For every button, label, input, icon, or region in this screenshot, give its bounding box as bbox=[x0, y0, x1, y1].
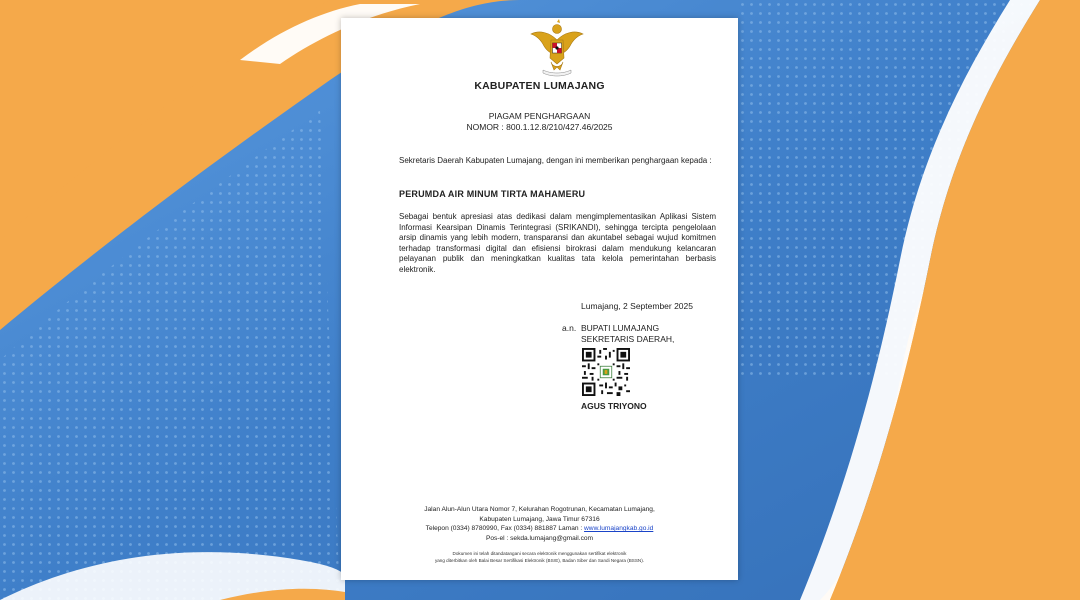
signer-name: AGUS TRIYONO bbox=[581, 401, 647, 411]
signer-position-2: SEKRETARIS DAERAH, bbox=[581, 334, 675, 344]
qr-code-icon bbox=[582, 348, 630, 396]
intro-paragraph: Sekretaris Daerah Kabupaten Lumajang, dengan ini memberikan penghargaan kepada : bbox=[399, 156, 712, 165]
certificate-title: PIAGAM PENGHARGAAN bbox=[488, 111, 591, 121]
certificate-number: NOMOR : 800.1.12.8/210/427.46/2025 bbox=[466, 122, 613, 132]
footer-contact bbox=[341, 525, 738, 532]
garuda-emblem-icon bbox=[527, 18, 587, 78]
issue-date: Lumajang, 2 September 2025 bbox=[581, 301, 693, 311]
footer-address-1: Jalan Alun-Alun Utara Nomor 7, Kelurahan Rogotrunan, Kecamatan Lumajang, bbox=[424, 506, 655, 513]
on-behalf-label: a.n. bbox=[562, 323, 577, 333]
signer-position-1: BUPATI LUMAJANG bbox=[581, 323, 660, 333]
esign-note-1: Dokumen ini telah ditandatangani secara elektronik menggunakan sertifikat elektronik bbox=[452, 551, 627, 556]
regency-heading: KABUPATEN LUMAJANG bbox=[474, 80, 605, 92]
footer-address-2: Kabupaten Lumajang, Jawa Timur 67316 bbox=[479, 516, 600, 523]
footer-email: Pos-el : sekda.lumajang@gmail.com bbox=[485, 535, 594, 542]
footer-website-link[interactable]: www.lumajangkab.go.id bbox=[584, 525, 654, 532]
recipient-name: PERUMDA AIR MINUM TIRTA MAHAMERU bbox=[399, 189, 586, 199]
footer-phone: Telepon (0334) 8780990, Fax (0334) 881887 Laman : bbox=[425, 525, 585, 532]
esign-note-2: yang diterbitkan oleh Balai Besar Sertifikasi Elektronik (BSrE), Badan Siber dan Sandi Negara (BSSN). bbox=[434, 558, 645, 563]
certificate-document bbox=[341, 18, 738, 580]
body-paragraph: Sebagai bentuk apresiasi atas dedikasi dalam mengimplementasikan Aplikasi Sistem Informasi Kearsipan Dinamis Terintegrasi (SRIKANDI), sehingga tercipta pengelolaan arsip dinamis yang lebih modern, transparansi dan akuntabel sebagai wujud komitmen terhadap transformasi digital dan efisiensi birokrasi dalam mendukung kelancaran pelayanan publik dan meningkatkan kualitas tata kelola pemerintahan berbasis elektronik. bbox=[399, 212, 716, 274]
